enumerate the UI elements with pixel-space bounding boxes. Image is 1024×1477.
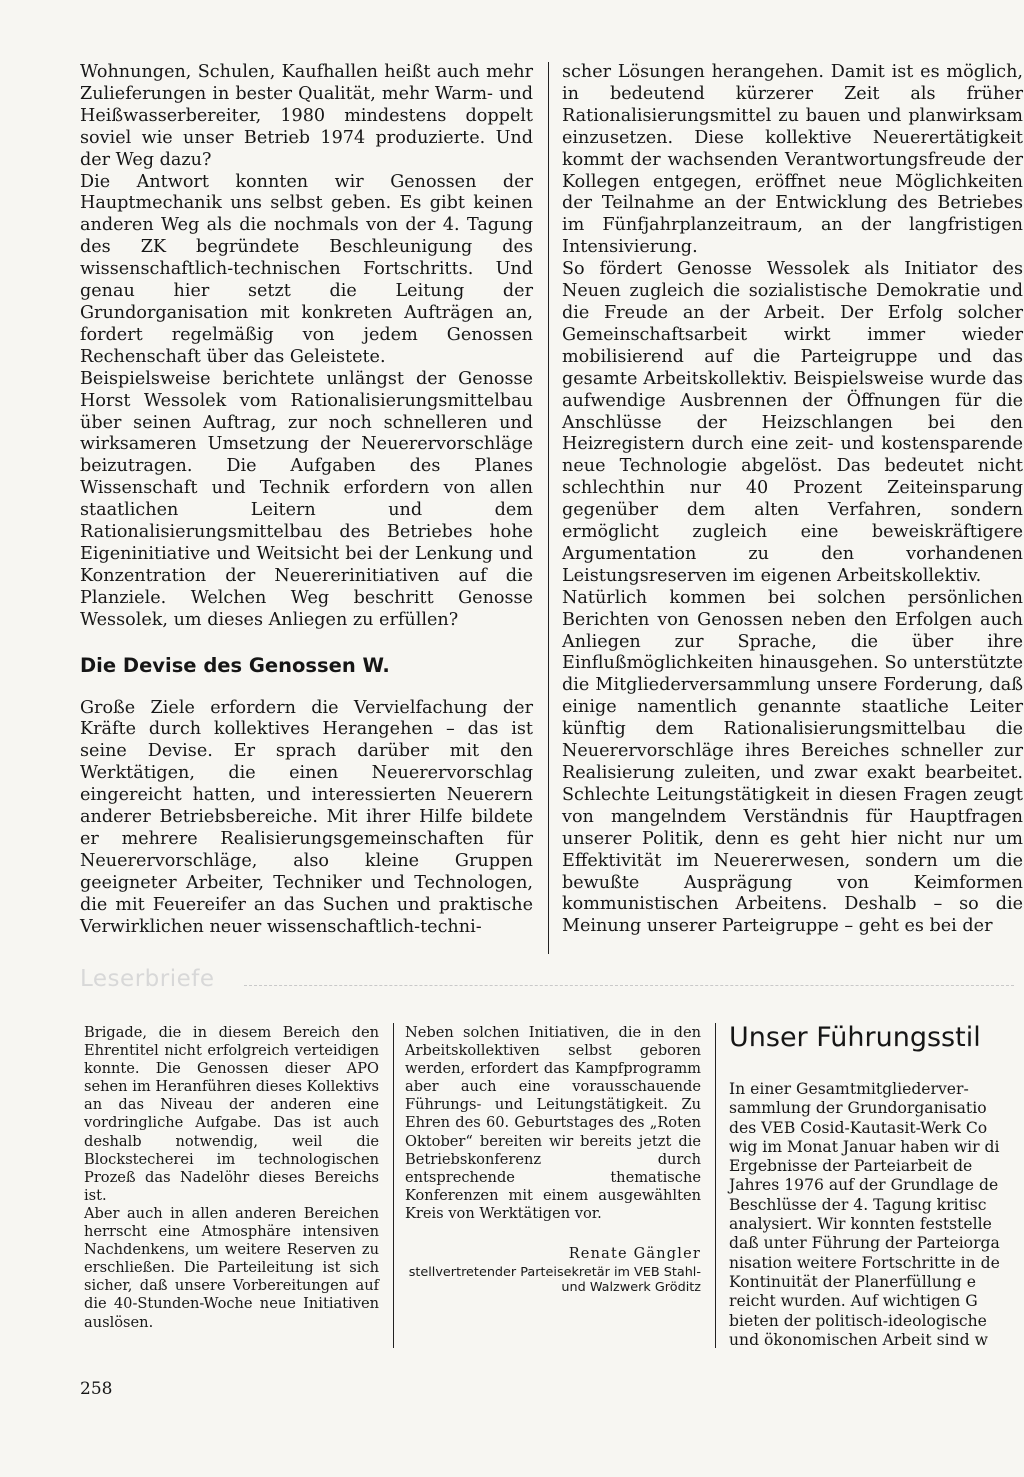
article-column-right [562,62,1023,938]
paragraph: scher Lösungen herangehen. Damit ist es möglich, in bedeutend kürzerer Zeit als früher Rationalisierungsmittel zu bauen und planwirksam einzusetzen. Diese kollektive Neuerertätigkeit kommt der wachsenden Verantwortungsfreude der Kollegen entgegen, eröffnet neue Möglichkeiten der Teilnahme an der Entwicklung des Betriebes im Fünfjahrplanzeitraum, an der langfristigen Intensivierung. [562,62,1023,258]
subheading: Die Devise des Genossen W. [80,653,390,677]
column-divider [715,1023,716,1348]
paragraph: Die Antwort konnten wir Genossen der Hauptmechanik uns selbst geben. Es gibt keinen anderen Weg als die nochmals von der 4. Tagung des ZK begründete Beschleunigung des wissenschaftlich-technischen Fortschritts. Und genau hier setzt die Leitung der Grundorganisation mit konkreten Aufträgen an, fordert regelmäßig von jedem Genossen Rechenschaft über das Geleistete. [80,171,533,367]
letter-column-left [84,1024,379,1332]
author-name: Renate Gängler [568,1246,701,1263]
section-divider [244,985,1014,986]
paragraph: Brigade, die in diesem Bereich den Ehrentitel nicht erfolgreich verteidigen konnte. Die Genossen dieser APO sehen im Heranführen dieses Kollektivs an das Niveau der anderen eine vordringliche Aufgabe. Das ist auch deshalb notwendig, weil die Blockstecherei im technologischen Prozeß das Nadelöhr dieses Bereichs ist. [84,1024,379,1204]
section-label: Leserbriefe [80,966,215,992]
paragraph: Beispielsweise berichtete unlängst der Genosse Horst Wessolek vom Rationalisierungsmittelbau über seinen Auftrag, zur noch schnelleren und wirksameren Umsetzung der Neuerervorschläge beizutragen. Die Aufgaben des Planes Wissenschaft und Technik erfordern von allen staatlichen Leitern und dem Rationalisierungsmittelbau des Betriebes hohe Eigeninitiative und Weitsicht bei der Lenkung und Konzentration der Neuererinitiativen auf die Planziele. Welchen Weg beschritt Genosse Wessolek, um dieses Anliegen zu erfüllen? [80,368,533,630]
paragraph: Große Ziele erfordern die Vervielfachung der Kräfte durch kollektives Herangehen – das ist seine Devise. Er sprach darüber mit den Werktätigen, die einen Neuerervorschlag eingereicht hatten, und interessierten Neuerern anderer Betriebsbereiche. Mit ihrer Hilfe bildete er mehrere Realisierungsgemeinschaften für Neuerervorschläge, also kleine Gruppen geeigneter Arbeiter, Techniker und Technologen, die mit Feuereifer an das Suchen und praktische Verwirklichen neuer wissenschaftlich-techni- [80,697,533,937]
paragraph: So fördert Genosse Wessolek als Initiator des Neuen zugleich die sozialistische Demokratie und die Freude an der Arbeit. Der Erfolg solcher Gemeinschaftsarbeit wirkt immer wieder mobilisierend auf die Parteigruppe und das gesamte Arbeitskollektiv. Beispielsweise wurde das aufwendige Ausbrennen der Öffnungen für die Anschlüsse der Heizschlangen bei den Heizregistern durch eine zeit- und kostensparende neue Technologie abgelöst. Das bedeutet nicht schlechthin nur 40 Prozent Zeiteinsparung gegenüber dem alten Verfahren, sondern ermöglicht zugleich eine beweiskräftigere Argumentation zu den vorhandenen Leistungsreserven im eigenen Arbeitskollektiv. [562,259,1023,586]
page-number: 258 [80,1379,113,1399]
column-divider [393,1023,394,1348]
paragraph: Neben solchen Initiativen, die in den Arbeitskollektiven selbst geboren werden, erfordert das Kampfprogramm aber auch eine vorausschauende Führungs- und Leitungstätigkeit. Zu Ehren des 60. Geburtstages des „Roten Oktober“ bereiten wir bereits jetzt die Betriebskonferenz durch entsprechende thematische Konferenzen mit einem ausgewählten Kreis von Werktätigen vor. [405,1024,701,1222]
paragraph: Wohnungen, Schulen, Kaufhallen heißt auch mehr Zulieferungen in bester Qualität, mehr Warm- und Heißwasserbereiter, 1980 mindestens doppelt soviel wie unser Betrieb 1974 produzierte. Und der Weg dazu? [80,62,533,170]
article-title: Unser Führungsstil [729,1022,981,1053]
author-role: stellvertretender Parteisekretär im VEB Stahl- und Walzwerk Gröditz [408,1265,701,1296]
paragraph: Aber auch in allen anderen Bereichen herrscht eine Atmosphäre intensiven Nachdenkens, um weitere Reserven zu erschließen. Die Parteileitung ist sich sicher, daß unsere Vorbereitungen auf die 40-Stunden-Woche neue Initiativen auslösen. [84,1204,379,1331]
paragraph: Natürlich kommen bei solchen persönlichen Berichten von Genossen neben den Erfolgen auch Anliegen zur Sprache, die über ihre Einflußmöglichkeiten hinausgehen. So unterstützte die Mitgliederversammlung unsere Forderung, daß einige namentlich genannte staatliche Leiter künftig dem Rationalisierungsmittelbau die Neuerervorschläge ihres Bereiches schneller zur Realisierung zuleiten, und zwar exakt bearbeitet. Schlechte Leitungstätigkeit in diesen Fragen zeugt von mangelndem Verständnis für Hauptfragen unserer Politik, denn es geht hier nicht nur um Effektivität im Neuererwesen, sondern um die bewußte Ausprägung von Keimformen kommunistischen Arbeitens. Deshalb – so die Meinung unserer Parteigruppe – geht es bei der [562,587,1023,937]
letter-column-middle [405,1024,701,1295]
article-column-left [80,62,533,939]
column-divider [548,62,549,954]
letter-column-right: In einer Gesamtmitgliederver- sammlung der Grundorganisatio des VEB Cosid-Kautasit-Werk Co wig im Monat Januar haben wir di Ergebnisse der Parteiarbeit de Jahres 1976 auf der Grundlage de Beschlüsse der 4. Tagung kritisc analysiert. Wir konnten feststelle daß unter Führung der Parteiorga nisation weitere Fortschritte in de Kontinuität der Planerfüllung e reicht wurden. Auf wichtigen G bieten der politisch-ideologische und ökonomischen Arbeit sind w [729,1080,1000,1349]
